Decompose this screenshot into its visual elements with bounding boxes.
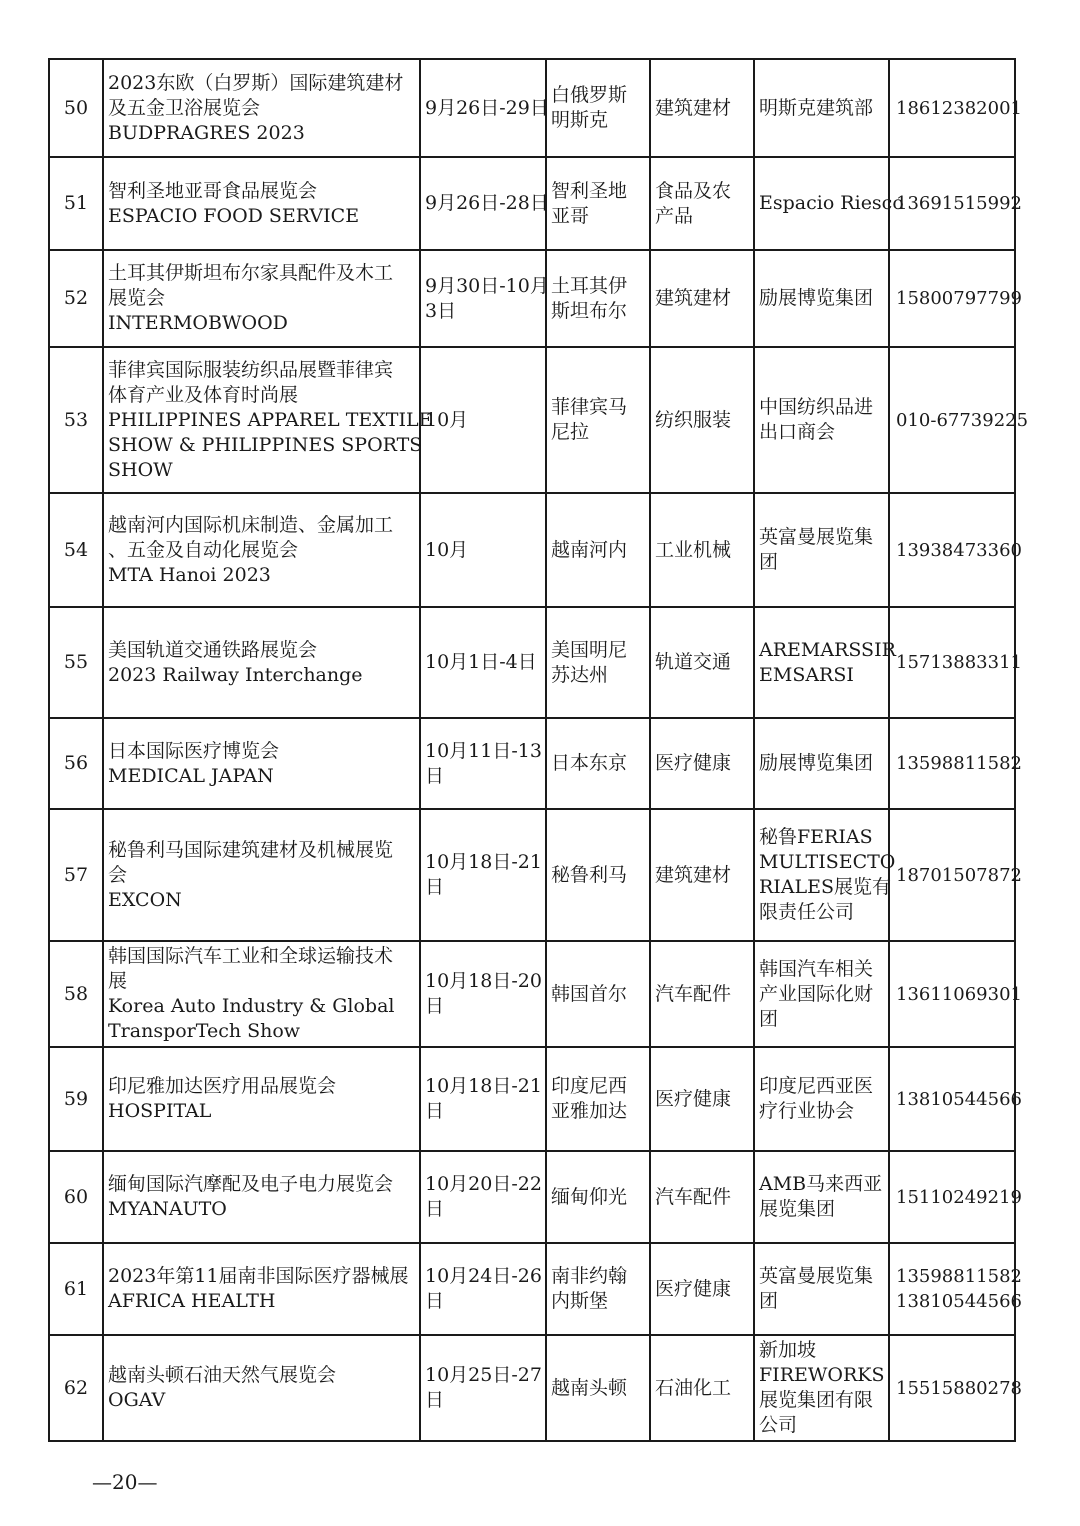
exhibition-date-cell [420, 1047, 546, 1151]
exhibition-organizer-cell [754, 607, 896, 718]
row-number: 50 [63, 96, 89, 119]
table-row [49, 607, 1015, 718]
contact-phone-cell [889, 607, 1022, 718]
exhibition-name-cell [103, 1335, 420, 1441]
exhibition-name-line: INTERMOBWOOD [108, 312, 288, 334]
row-number: 60 [63, 1185, 89, 1208]
exhibition-date-line: 9月26日-28日 [425, 192, 549, 214]
exhibition-name-line: 2023东欧（白罗斯）国际建筑建材 [108, 71, 404, 94]
exhibition-organizer-line: RIALES展览有 [759, 876, 892, 898]
exhibition-industry-cell [650, 493, 754, 607]
table-row [49, 941, 1015, 1047]
table-row [49, 1047, 1015, 1151]
exhibition-organizer-line: 疗行业协会 [759, 1100, 855, 1122]
exhibition-date-line: 10月11日-13 [425, 739, 542, 762]
exhibition-location-cell [546, 1243, 650, 1335]
exhibition-industry-line: 医疗健康 [655, 1277, 732, 1300]
exhibition-name-cell [103, 1243, 420, 1335]
exhibition-organizer-line: 出口商会 [759, 421, 836, 443]
table-row [49, 1335, 1015, 1441]
exhibition-name-line: 越南头顿石油天然气展览会 [108, 1364, 337, 1386]
contact-phone-line: 13938473360 [896, 539, 1022, 561]
exhibition-industry-cell [650, 941, 754, 1047]
exhibition-industry-cell [650, 607, 754, 718]
table-row [49, 809, 1015, 941]
exhibition-organizer-line: Espacio Riesco [759, 192, 904, 214]
exhibition-date-cell [420, 1151, 546, 1243]
row-number-cell [49, 157, 103, 250]
exhibition-organizer-cell [754, 1243, 889, 1335]
exhibition-date-line: 10月18日-20 [425, 970, 542, 992]
exhibition-organizer-cell [754, 347, 889, 493]
contact-phone-line: 15713883311 [896, 652, 1022, 673]
exhibition-organizer-line: 中国纺织品进 [759, 396, 874, 418]
row-number: 58 [63, 982, 89, 1005]
exhibition-organizer-cell [754, 1047, 889, 1151]
exhibition-location-line: 秘鲁利马 [551, 863, 628, 886]
exhibition-organizer-line: 展览集团 [759, 1198, 836, 1220]
exhibition-name-cell [103, 1151, 420, 1243]
exhibition-date-line: 10月20日-22 [425, 1173, 542, 1195]
contact-phone-cell [889, 1243, 1022, 1335]
exhibition-industry-line: 轨道交通 [655, 651, 732, 673]
row-number-cell [49, 718, 103, 809]
exhibition-name-line: EXCON [108, 888, 182, 911]
exhibition-location-cell [546, 941, 650, 1047]
exhibition-name-line: 展 [108, 970, 128, 992]
exhibition-organizer-line: AMB马来西亚 [759, 1173, 883, 1195]
exhibition-organizer-cell [754, 493, 889, 607]
exhibition-location-cell [546, 59, 650, 157]
exhibition-industry-cell [650, 1151, 754, 1243]
exhibition-industry-line: 纺织服装 [655, 408, 732, 431]
exhibition-location-line: 越南头顿 [551, 1376, 628, 1399]
exhibition-name-line: OGAV [108, 1389, 166, 1411]
contact-phone-line: 13691515992 [896, 193, 1022, 214]
exhibition-location-line: 尼拉 [551, 421, 590, 443]
exhibition-location-cell [546, 347, 650, 493]
exhibition-location-line: 斯坦布尔 [551, 299, 628, 322]
exhibition-date-line: 日 [425, 1389, 445, 1411]
exhibition-organizer-line: 产业国际化财 [759, 982, 874, 1005]
exhibition-name-line: MEDICAL JAPAN [108, 764, 274, 787]
exhibition-name-cell [103, 493, 420, 607]
exhibition-name-cell [103, 1047, 420, 1151]
contact-phone-line: 15110249219 [896, 1186, 1022, 1208]
exhibition-location-line: 日本东京 [551, 752, 628, 774]
exhibition-location-cell [546, 718, 650, 809]
exhibition-date-line: 10月25日-27 [425, 1364, 542, 1386]
exhibition-location-line: 白俄罗斯 [551, 84, 628, 106]
exhibition-location-line: 明斯克 [551, 109, 609, 131]
table-row [49, 718, 1015, 809]
exhibition-location-line: 亚哥 [551, 204, 590, 227]
contact-phone-line: 18612382001 [896, 97, 1022, 119]
exhibition-location-cell [546, 1335, 650, 1441]
exhibition-organizer-line: 限责任公司 [759, 901, 855, 923]
row-number-cell [49, 493, 103, 607]
row-number: 59 [63, 1087, 89, 1110]
exhibition-name-cell [103, 809, 420, 941]
row-number-cell [49, 59, 103, 157]
exhibition-date-line: 10月18日-21 [425, 851, 542, 873]
exhibition-organizer-cell [754, 157, 904, 250]
exhibition-name-line: 韩国国际汽车工业和全球运输技术 [108, 945, 394, 967]
exhibition-industry-cell [650, 250, 754, 347]
row-number: 52 [63, 287, 89, 309]
contact-phone-cell [889, 809, 1022, 941]
contact-phone-cell [889, 1151, 1022, 1243]
contact-phone-cell [889, 250, 1022, 347]
exhibition-name-line: 菲律宾国际服装纺织品展暨菲律宾 [108, 358, 394, 381]
exhibition-industry-cell [650, 59, 754, 157]
exhibition-organizer-line: 英富曼展览集 [759, 1265, 874, 1287]
exhibition-organizer-line: 新加坡 [759, 1339, 817, 1361]
exhibition-industry-line: 石油化工 [655, 1376, 732, 1399]
table-body [49, 59, 1029, 1441]
exhibition-location-line: 南非约翰 [551, 1265, 628, 1287]
exhibition-organizer-line: EMSARSI [759, 663, 854, 686]
exhibition-location-cell [546, 607, 650, 718]
row-number-cell [49, 941, 103, 1047]
exhibition-name-line: MYANAUTO [108, 1198, 227, 1220]
exhibition-location-cell [546, 493, 650, 607]
exhibition-name-cell [103, 157, 420, 250]
contact-phone-line: 13611069301 [896, 983, 1022, 1005]
exhibition-organizer-cell [754, 941, 889, 1047]
exhibition-name-line: 、五金及自动化展览会 [108, 538, 299, 561]
exhibition-industry-line: 工业机械 [655, 538, 732, 561]
exhibition-location-line: 土耳其伊 [551, 274, 628, 297]
table-row [49, 250, 1015, 347]
table-row [49, 347, 1015, 493]
contact-phone-line: 010-67739225 [896, 409, 1029, 431]
exhibition-date-cell [420, 1335, 546, 1441]
exhibition-industry-cell [650, 1243, 754, 1335]
table-row [49, 1243, 1015, 1335]
exhibition-location-line: 印度尼西 [551, 1075, 628, 1097]
exhibition-organizer-line: 韩国汽车相关 [759, 957, 874, 980]
exhibition-name-line: 展览会 [108, 287, 166, 309]
exhibition-date-line: 日 [425, 1100, 445, 1122]
table-row [49, 493, 1015, 607]
exhibition-organizer-cell [754, 718, 889, 809]
exhibition-date-line: 10月 [425, 408, 469, 431]
row-number-cell [49, 1335, 103, 1441]
exhibition-date-cell [420, 250, 549, 347]
exhibition-date-line: 10月18日-21 [425, 1075, 542, 1097]
exhibition-date-line: 日 [425, 995, 445, 1017]
exhibition-industry-line: 医疗健康 [655, 752, 732, 774]
exhibition-industry-line: 产品 [655, 204, 694, 227]
exhibition-name-line: 印尼雅加达医疗用品展览会 [108, 1075, 337, 1097]
exhibition-industry-line: 建筑建材 [655, 863, 732, 886]
exhibition-organizer-cell [754, 1151, 889, 1243]
contact-phone-cell [889, 157, 1022, 250]
row-number: 61 [63, 1277, 89, 1300]
exhibition-location-line: 菲律宾马 [551, 396, 628, 418]
exhibition-name-line: 越南河内国际机床制造、金属加工 [108, 513, 394, 536]
exhibition-industry-line: 建筑建材 [655, 287, 732, 309]
exhibition-date-cell [420, 347, 546, 493]
exhibition-name-line: 及五金卫浴展览会 [108, 96, 261, 119]
exhibition-industry-cell [650, 718, 754, 809]
row-number: 53 [63, 408, 89, 431]
exhibition-name-cell [103, 250, 420, 347]
exhibition-organizer-line: MULTISECTO [759, 851, 896, 873]
contact-phone-cell [889, 347, 1029, 493]
exhibition-name-line: 智利圣地亚哥食品展览会 [108, 179, 318, 202]
exhibition-industry-line: 食品及农 [655, 179, 732, 202]
exhibition-name-line: MTA Hanoi 2023 [108, 563, 271, 586]
contact-phone-cell [889, 59, 1022, 157]
exhibition-organizer-line: 团 [759, 1007, 779, 1030]
exhibition-industry-line: 医疗健康 [655, 1087, 732, 1110]
exhibition-date-line: 3日 [425, 299, 457, 322]
exhibition-industry-cell [650, 809, 754, 941]
contact-phone-cell [889, 493, 1022, 607]
exhibition-date-line: 日 [425, 876, 445, 898]
contact-phone-line: 13810544566 [896, 1291, 1022, 1312]
exhibition-location-line: 缅甸仰光 [551, 1185, 628, 1208]
contact-phone-line: 18701507872 [896, 864, 1022, 886]
exhibition-location-line: 亚雅加达 [551, 1100, 628, 1122]
exhibition-organizer-line: 明斯克建筑部 [759, 96, 874, 119]
row-number-cell [49, 809, 103, 941]
exhibition-location-line: 内斯堡 [551, 1290, 609, 1312]
exhibition-name-line: 日本国际医疗博览会 [108, 739, 280, 762]
exhibition-name-cell [103, 347, 433, 493]
exhibition-location-line: 越南河内 [551, 538, 628, 561]
exhibition-date-line: 日 [425, 764, 445, 787]
contact-phone-line: 13598811582 [896, 753, 1022, 774]
exhibition-date-cell [420, 607, 546, 718]
exhibition-date-cell [420, 157, 549, 250]
exhibition-name-line: 2023 Railway Interchange [108, 663, 363, 686]
exhibition-name-line: HOSPITAL [108, 1100, 212, 1122]
exhibition-date-cell [420, 1243, 546, 1335]
exhibition-table [48, 58, 1029, 1442]
row-number-cell [49, 347, 103, 493]
exhibition-industry-cell [650, 1335, 754, 1441]
row-number: 54 [63, 538, 89, 561]
exhibition-name-line: AFRICA HEALTH [108, 1290, 276, 1312]
exhibition-organizer-line: 励展博览集团 [759, 287, 874, 309]
exhibition-name-line: 土耳其伊斯坦布尔家具配件及木工 [108, 262, 394, 284]
exhibition-name-cell [103, 941, 420, 1047]
row-number-cell [49, 1047, 103, 1151]
exhibition-name-line: TransporTech Show [108, 1020, 301, 1042]
exhibition-industry-cell [650, 157, 754, 250]
exhibition-date-line: 日 [425, 1290, 445, 1312]
exhibition-industry-line: 建筑建材 [655, 96, 732, 119]
row-number-cell [49, 250, 103, 347]
exhibition-name-line: 秘鲁利马国际建筑建材及机械展览 [108, 838, 394, 861]
table-row [49, 59, 1015, 157]
table-row [49, 1151, 1015, 1243]
exhibition-name-line: PHILIPPINES APPAREL TEXTILE [108, 408, 433, 431]
exhibition-organizer-line: 公司 [759, 1414, 798, 1436]
contact-phone-cell [889, 718, 1022, 809]
exhibition-organizer-line: FIREWORKS [759, 1364, 885, 1386]
exhibition-name-line: 体育产业及体育时尚展 [108, 383, 299, 406]
exhibition-name-line: SHOW [108, 458, 173, 481]
exhibition-name-line: BUDPRAGRES 2023 [108, 121, 305, 144]
exhibition-industry-line: 汽车配件 [655, 1185, 732, 1208]
row-number-cell [49, 607, 103, 718]
row-number: 51 [63, 192, 89, 214]
exhibition-name-cell [103, 607, 420, 718]
exhibition-organizer-cell [754, 250, 889, 347]
contact-phone-line: 13598811582 [896, 1266, 1022, 1287]
exhibition-industry-cell [650, 1047, 754, 1151]
exhibition-date-line: 10月1日-4日 [425, 651, 537, 673]
exhibition-date-line: 10月 [425, 538, 469, 561]
exhibition-organizer-line: 展览集团有限 [759, 1389, 874, 1411]
exhibition-name-line: ESPACIO FOOD SERVICE [108, 204, 360, 227]
exhibition-date-cell [420, 941, 546, 1047]
row-number-cell [49, 1151, 103, 1243]
exhibition-name-line: SHOW & PHILIPPINES SPORTS [108, 433, 423, 456]
contact-phone-cell [889, 1335, 1022, 1441]
exhibition-date-cell [420, 809, 546, 941]
exhibition-name-line: Korea Auto Industry & Global [108, 995, 395, 1017]
exhibition-location-cell [546, 1047, 650, 1151]
contact-phone-line: 15515880278 [896, 1377, 1022, 1399]
exhibition-organizer-line: 团 [759, 1290, 779, 1312]
exhibition-organizer-cell [754, 809, 896, 941]
row-number: 56 [63, 752, 89, 774]
exhibition-name-line: 美国轨道交通铁路展览会 [108, 638, 318, 661]
exhibition-date-cell [420, 59, 549, 157]
exhibition-date-cell [420, 718, 546, 809]
exhibition-organizer-line: 团 [759, 551, 779, 573]
page-number: —20— [92, 1470, 158, 1494]
exhibition-name-cell [103, 59, 420, 157]
exhibition-location-line: 苏达州 [551, 663, 609, 686]
exhibition-location-cell [546, 809, 650, 941]
exhibition-industry-line: 汽车配件 [655, 982, 732, 1005]
exhibition-organizer-line: 印度尼西亚医 [759, 1075, 874, 1097]
contact-phone-line: 15800797799 [896, 288, 1022, 309]
exhibition-date-cell [420, 493, 546, 607]
contact-phone-cell [889, 1047, 1022, 1151]
exhibition-organizer-line: 英富曼展览集 [759, 526, 874, 548]
row-number-cell [49, 1243, 103, 1335]
exhibition-location-cell [546, 1151, 650, 1243]
exhibition-name-line: 会 [108, 863, 128, 886]
exhibition-date-line: 10月24日-26 [425, 1265, 542, 1287]
exhibition-industry-cell [650, 347, 754, 493]
exhibition-name-line: 缅甸国际汽摩配及电子电力展览会 [108, 1173, 394, 1195]
contact-phone-cell [889, 941, 1022, 1047]
table-row [49, 157, 1015, 250]
exhibition-organizer-line: AREMARSSIR [759, 638, 896, 661]
exhibition-location-cell [546, 157, 650, 250]
contact-phone-line: 13810544566 [896, 1088, 1022, 1110]
exhibition-date-line: 日 [425, 1198, 445, 1220]
exhibition-location-line: 智利圣地 [551, 179, 628, 202]
exhibition-location-line: 美国明尼 [551, 638, 628, 661]
exhibition-organizer-line: 励展博览集团 [759, 752, 874, 774]
exhibition-organizer-cell [754, 59, 889, 157]
exhibition-name-line: 2023年第11届南非国际医疗器械展 [108, 1265, 409, 1287]
row-number: 62 [63, 1376, 89, 1399]
row-number: 57 [63, 863, 89, 886]
exhibition-date-line: 9月30日-10月 [425, 274, 549, 297]
exhibition-location-cell [546, 250, 650, 347]
exhibition-name-cell [103, 718, 420, 809]
row-number: 55 [63, 651, 89, 673]
exhibition-location-line: 韩国首尔 [551, 982, 628, 1005]
exhibition-organizer-line: 秘鲁FERIAS [759, 826, 873, 848]
exhibition-date-line: 9月26日-29日 [425, 96, 549, 119]
exhibition-organizer-cell [754, 1335, 889, 1441]
